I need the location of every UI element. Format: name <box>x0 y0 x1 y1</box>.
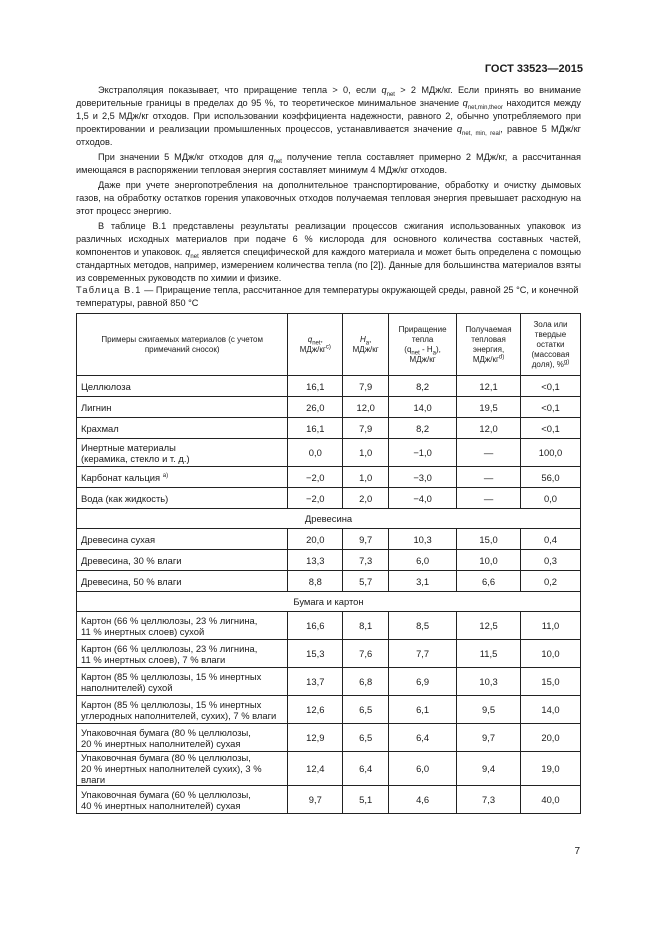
cell-ash: 19,0 <box>521 752 581 786</box>
cell-gain: 8,2 <box>389 418 457 439</box>
text-run: 40 % инертных наполнителей) сухая <box>81 799 241 811</box>
table-caption <box>76 284 581 310</box>
cell-ha: 6,8 <box>343 668 389 696</box>
table-row <box>77 786 581 814</box>
subscript: net,min,theor <box>467 104 503 111</box>
cell-gain: −3,0 <box>389 467 457 488</box>
cell-energy: 15,0 <box>457 529 521 550</box>
cell-gain: 4,6 <box>389 786 457 814</box>
cell-ash: 0,0 <box>521 488 581 509</box>
cell-material: Лигнин <box>77 397 288 418</box>
text-run: углеродных наполнителей, сухих), 7 % влаги <box>81 709 277 721</box>
cell-material: Крахмал <box>77 418 288 439</box>
text-run: получение тепла составляет примерно 2 МДж/кг, а рассчитанная имеющаяся в распоряжении тепловая энергия составляет минимум 4 МДж/кг отходов. <box>76 152 581 175</box>
unit: МДж/кг <box>299 344 326 354</box>
cell-qnet: 16,1 <box>288 418 343 439</box>
cell-material <box>77 752 288 786</box>
cell-material: Древесина, 30 % влаги <box>77 550 288 571</box>
text-run: Упаковочная бумага (80 % целлюлозы, <box>81 752 251 763</box>
cell-ha: 7,9 <box>343 376 389 397</box>
text-run: 11 % инертных слоев), 7 % влаги <box>81 653 226 665</box>
cell-qnet: 12,6 <box>288 696 343 724</box>
text-run: Приращение тепла <box>398 324 447 344</box>
cell-ha: 2,0 <box>343 488 389 509</box>
symbol: q <box>307 334 313 344</box>
cell-ash: <0,1 <box>521 418 581 439</box>
table-row <box>77 640 581 668</box>
cell-energy: 11,5 <box>457 640 521 668</box>
subscript: net <box>312 340 321 347</box>
cell-energy: 9,7 <box>457 724 521 752</box>
cell-gain: 6,4 <box>389 724 457 752</box>
section-row <box>77 509 581 529</box>
table-row <box>77 668 581 696</box>
text-run: (q <box>404 344 412 354</box>
cell-gain: 6,1 <box>389 696 457 724</box>
symbol: q <box>185 247 191 257</box>
cell-ash: 11,0 <box>521 612 581 640</box>
cell-gain: 10,3 <box>389 529 457 550</box>
cell-material <box>77 696 288 724</box>
symbol: q <box>268 152 274 162</box>
body-text <box>76 84 581 287</box>
text-run: является специфической для каждого материала и может быть определена с помощью стандартных методов, например, измерением количества тепла (по [2]). Данные для большинства материалов взяты из современных руководств по химии и физике. <box>76 247 581 283</box>
cell-material <box>77 467 288 488</box>
cell-gain: 7,7 <box>389 640 457 668</box>
paragraph <box>76 151 581 177</box>
table-row <box>77 571 581 592</box>
cell-qnet: 13,7 <box>288 668 343 696</box>
cell-qnet: 12,4 <box>288 752 343 786</box>
footnote-ref: g) <box>563 358 570 365</box>
cell-energy: — <box>457 439 521 467</box>
table-row <box>77 612 581 640</box>
text-run: Картон (66 % целлюлозы, 23 % лигнина, <box>81 614 258 626</box>
cell-ash: 14,0 <box>521 696 581 724</box>
cell-energy: 6,6 <box>457 571 521 592</box>
footnote-ref: a) <box>162 472 169 479</box>
cell-ash: 0,4 <box>521 529 581 550</box>
symbol: H <box>359 334 366 344</box>
cell-gain: 6,0 <box>389 550 457 571</box>
cell-material <box>77 786 288 814</box>
text-run: В таблице В.1 представлены результаты реализации процессов сжигания использованных упаковок из различных исходных материалов при подаче 6 % кислорода для основного количества составных частей, компонентов и упаковок. <box>76 221 581 257</box>
cell-gain: 14,0 <box>389 397 457 418</box>
cell-ha: 12,0 <box>343 397 389 418</box>
cell-material: Вода (как жидкость) <box>77 488 288 509</box>
text-run: ), <box>436 344 441 354</box>
cell-ha: 6,4 <box>343 752 389 786</box>
cell-qnet: 12,9 <box>288 724 343 752</box>
cell-ash: 100,0 <box>521 439 581 467</box>
cell-gain: 3,1 <box>389 571 457 592</box>
text-run: Карбонат кальция <box>81 471 163 483</box>
header-qnet <box>288 314 343 376</box>
text-run: Картон (66 % целлюлозы, 23 % лигнина, <box>81 642 258 654</box>
text-run: , равное 5 МДж/кг отходов. <box>76 124 581 147</box>
table-row <box>77 550 581 571</box>
cell-ash: <0,1 <box>521 397 581 418</box>
cell-ash: 40,0 <box>521 786 581 814</box>
cell-material <box>77 612 288 640</box>
cell-gain: 8,2 <box>389 376 457 397</box>
subscript: net <box>190 253 199 260</box>
subscript: a <box>432 350 436 357</box>
subscript: net <box>273 158 282 165</box>
table-row <box>77 724 581 752</box>
table-row <box>77 439 581 467</box>
unit: МДж/кг <box>472 354 499 364</box>
cell-ha: 1,0 <box>343 439 389 467</box>
header-energy <box>457 314 521 376</box>
table-header-row <box>77 314 581 376</box>
document-code: ГОСТ 33523—2015 <box>484 63 583 75</box>
table-row <box>77 397 581 418</box>
cell-ha: 6,5 <box>343 724 389 752</box>
cell-gain: 6,0 <box>389 752 457 786</box>
cell-energy: 19,5 <box>457 397 521 418</box>
table-row <box>77 418 581 439</box>
cell-qnet: 16,1 <box>288 376 343 397</box>
cell-ha: 6,5 <box>343 696 389 724</box>
text-run: - H <box>419 344 433 354</box>
cell-material: Древесина, 50 % влаги <box>77 571 288 592</box>
cell-ha: 9,7 <box>343 529 389 550</box>
subscript: a <box>365 340 370 347</box>
cell-material <box>77 724 288 752</box>
cell-gain: 8,5 <box>389 612 457 640</box>
text-run: 20 % инертных наполнителей) сухая <box>81 737 241 749</box>
text-run: 20 % инертных наполнителей сухих), 3 % влаги <box>81 763 262 785</box>
section-title-wood: Древесина <box>77 509 581 529</box>
cell-ash: 56,0 <box>521 467 581 488</box>
symbol: q <box>462 98 468 108</box>
subscript: net <box>411 350 420 357</box>
heat-gain-table <box>76 313 581 814</box>
cell-ha: 8,1 <box>343 612 389 640</box>
cell-ash: <0,1 <box>521 376 581 397</box>
cell-qnet: 15,3 <box>288 640 343 668</box>
cell-material: Целлюлоза <box>77 376 288 397</box>
cell-material <box>77 439 288 467</box>
paragraph <box>76 84 581 149</box>
unit: МДж/кг <box>352 344 379 354</box>
footnote-ref: c) <box>325 343 331 350</box>
paragraph: Даже при учете энергопотребления на дополнительное транспортирование, обработку и очистку дымовых газов, на обработку остатков горения упаковочных отходов получаемая тепловая энергия превышает расходную на этот процесс энергию. <box>76 180 581 216</box>
cell-energy: 9,5 <box>457 696 521 724</box>
cell-energy: 10,3 <box>457 668 521 696</box>
cell-qnet: 9,7 <box>288 786 343 814</box>
text-run: находится между 1,5 и 2,5 МДж/кг отходов. При использовании коэффициента надежности, равного 2, обычно употребляемого при проектировании и реализации промышленных процессов, устанавливается значение <box>76 98 582 134</box>
cell-energy: 9,4 <box>457 752 521 786</box>
cell-ash: 0,2 <box>521 571 581 592</box>
cell-energy: 10,0 <box>457 550 521 571</box>
cell-qnet: 16,6 <box>288 612 343 640</box>
table-row <box>77 696 581 724</box>
cell-gain: −1,0 <box>389 439 457 467</box>
cell-qnet: −2,0 <box>288 488 343 509</box>
cell-ha: 7,3 <box>343 550 389 571</box>
table-row <box>77 752 581 786</box>
cell-ash: 20,0 <box>521 724 581 752</box>
header-ash <box>521 314 581 376</box>
footnote-ref: d) <box>498 353 505 360</box>
symbol: q <box>456 124 463 134</box>
cell-energy: — <box>457 488 521 509</box>
text-run: Упаковочная бумага (60 % целлюлозы, <box>81 788 251 800</box>
cell-energy: 12,5 <box>457 612 521 640</box>
cell-gain: −4,0 <box>389 488 457 509</box>
text-run: , <box>369 334 372 344</box>
subscript: net <box>386 91 395 98</box>
cell-ha: 7,6 <box>343 640 389 668</box>
text-run: наполнителей) сухой <box>81 681 173 693</box>
text-run: 11 % инертных слоев) сухой <box>81 625 205 637</box>
cell-ha: 7,9 <box>343 418 389 439</box>
page-number: 7 <box>574 846 580 857</box>
text-run: , <box>320 334 323 344</box>
cell-qnet: 26,0 <box>288 397 343 418</box>
header-materials: Примеры сжигаемых материалов (с учетом примечаний сносок) <box>77 314 288 376</box>
cell-energy: 12,1 <box>457 376 521 397</box>
section-title-paper: Бумага и картон <box>77 592 581 612</box>
cell-qnet: 0,0 <box>288 439 343 467</box>
cell-ash: 10,0 <box>521 640 581 668</box>
text-run: Получаемая тепловая энергия, <box>465 324 512 354</box>
text-run: Картон (85 % целлюлозы, 15 % инертных <box>81 698 262 710</box>
cell-energy: 7,3 <box>457 786 521 814</box>
cell-material: Древесина сухая <box>77 529 288 550</box>
cell-energy: 12,0 <box>457 418 521 439</box>
cell-qnet: 8,8 <box>288 571 343 592</box>
header-gain <box>389 314 457 376</box>
symbol: q <box>381 85 387 95</box>
section-row <box>77 592 581 612</box>
table-row <box>77 467 581 488</box>
table-row <box>77 488 581 509</box>
caption-lead: Таблица В.1 <box>76 285 142 295</box>
cell-ash: 15,0 <box>521 668 581 696</box>
cell-energy: — <box>457 467 521 488</box>
cell-gain: 6,9 <box>389 668 457 696</box>
cell-qnet: 13,3 <box>288 550 343 571</box>
cell-ash: 0,3 <box>521 550 581 571</box>
cell-material <box>77 668 288 696</box>
text-run: Экстраполяция показывает, что приращение тепла > 0, если <box>98 85 382 95</box>
text-run: Упаковочная бумага (80 % целлюлозы, <box>81 726 251 738</box>
cell-qnet: −2,0 <box>288 467 343 488</box>
caption-text: — Приращение тепла, рассчитанное для температуры окружающей среды, равной 25 °C, и конечной температуры, равной 850 °C <box>76 285 579 308</box>
cell-ha: 1,0 <box>343 467 389 488</box>
cell-ha: 5,7 <box>343 571 389 592</box>
text-run: При значении 5 МДж/кг отходов для <box>98 152 269 162</box>
cell-material <box>77 640 288 668</box>
text-run: (керамика, стекло и т. д.) <box>81 452 190 464</box>
text-run: Картон (85 % целлюлозы, 15 % инертных <box>81 670 262 682</box>
unit: МДж/кг <box>409 354 436 364</box>
text-run: Инертные материалы <box>81 441 176 453</box>
cell-qnet: 20,0 <box>288 529 343 550</box>
text-run: Зола или твердые остатки (массовая доля), % <box>531 319 570 369</box>
table-row <box>77 529 581 550</box>
text-run: > 2 МДж/кг. Если принять во внимание доверительные границы в пределах до 95 %, то теоретическое минимальное значение <box>76 85 581 108</box>
subscript: net, min, real <box>462 130 501 137</box>
cell-ha: 5,1 <box>343 786 389 814</box>
paragraph <box>76 220 581 285</box>
header-ha <box>343 314 389 376</box>
table-row <box>77 376 581 397</box>
